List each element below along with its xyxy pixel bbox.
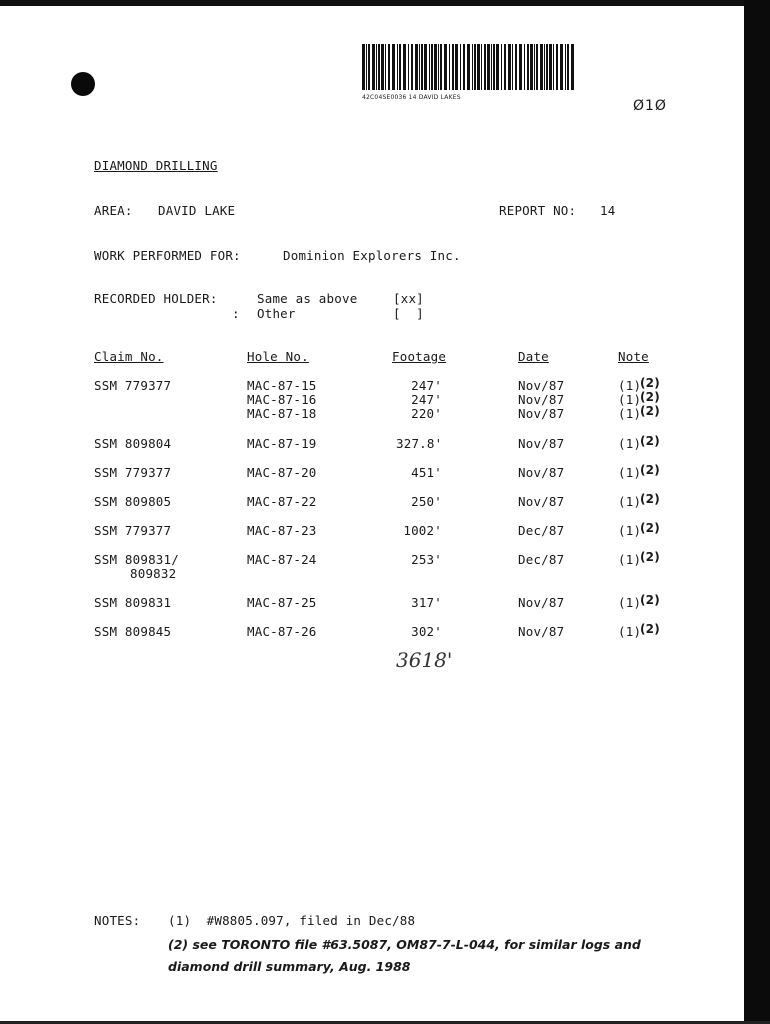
column-header-note: Note [618, 349, 649, 364]
note-ref: (1) [618, 406, 642, 421]
total-footage-handwritten: 3618' [396, 648, 453, 672]
note-ref-handwritten: (2) [640, 463, 660, 477]
footage: 302' [411, 624, 442, 639]
recorded-holder-label: RECORDED HOLDER: [94, 291, 218, 306]
footage: 247' [411, 378, 442, 393]
punch-hole [71, 72, 95, 96]
hole-number: MAC-87-16 [247, 392, 317, 407]
footage: 250' [411, 494, 442, 509]
footage: 220' [411, 406, 442, 421]
column-header-hole: Hole No. [247, 349, 309, 364]
report-value: 14 [600, 203, 616, 218]
recorded-holder-checkbox-same: [xx] [393, 291, 424, 306]
footage: 1002' [403, 523, 442, 538]
area-value: DAVID LAKE [158, 203, 236, 218]
claim-number: SSM 809831/ [94, 552, 179, 567]
claim-number: SSM 779377 [94, 523, 172, 538]
note-ref-handwritten: (2) [640, 404, 660, 418]
hole-number: MAC-87-25 [247, 595, 317, 610]
date: Nov/87 [518, 406, 565, 421]
column-header-date: Date [518, 349, 549, 364]
claim-number: SSM 779377 [94, 465, 172, 480]
note-ref-handwritten: (2) [640, 492, 660, 506]
document-title: DIAMOND DRILLING [94, 158, 218, 173]
scan-edge-right [744, 0, 770, 1024]
hole-number: MAC-87-18 [247, 406, 317, 421]
note-ref-handwritten: (2) [640, 521, 660, 535]
footage: 253' [411, 552, 442, 567]
barcode [362, 44, 578, 96]
note-ref-handwritten: (2) [640, 390, 660, 404]
recorded-holder-option-other: Other [257, 306, 296, 321]
claim-number-continued: 809832 [130, 566, 177, 581]
area-label: AREA: [94, 203, 133, 218]
date: Dec/87 [518, 552, 565, 567]
column-header-claim: Claim No. [94, 349, 164, 364]
hole-number: MAC-87-22 [247, 494, 317, 509]
notes-label: NOTES: [94, 913, 141, 928]
note-ref: (1) [618, 552, 642, 567]
date: Nov/87 [518, 595, 565, 610]
note-ref: (1) [618, 624, 642, 639]
claim-number: SSM 809804 [94, 436, 172, 451]
note-2-handwritten: (2) see TORONTO file #63.5087, OM87-7-L-044, for similar logs and diamond drill summary, Aug. 1988 [168, 937, 641, 974]
claim-number: SSM 809831 [94, 595, 172, 610]
barcode-caption: 42C04SE0036 14 DAVID LAKES [362, 94, 461, 101]
report-label: REPORT NO: [499, 203, 577, 218]
note-ref-handwritten: (2) [640, 376, 660, 390]
footage: 451' [411, 465, 442, 480]
hole-number: MAC-87-15 [247, 378, 317, 393]
date: Nov/87 [518, 624, 565, 639]
date: Nov/87 [518, 465, 565, 480]
hole-number: MAC-87-20 [247, 465, 317, 480]
note-ref: (1) [618, 378, 642, 393]
hole-number: MAC-87-19 [247, 436, 317, 451]
note-ref: (1) [618, 595, 642, 610]
work-performed-label: WORK PERFORMED FOR: [94, 248, 241, 263]
footage: 317' [411, 595, 442, 610]
page-number: Ø1Ø [633, 98, 667, 114]
footage: 327.8' [396, 436, 443, 451]
date: Nov/87 [518, 378, 565, 393]
scan-edge-top [0, 0, 770, 6]
recorded-holder-colon: : [232, 306, 240, 321]
recorded-holder-option-same: Same as above [257, 291, 358, 306]
claim-number: SSM 809805 [94, 494, 172, 509]
claim-number: SSM 779377 [94, 378, 172, 393]
note-ref-handwritten: (2) [640, 593, 660, 607]
date: Dec/87 [518, 523, 565, 538]
note-1: (1) #W8805.097, filed in Dec/88 [168, 913, 416, 928]
date: Nov/87 [518, 436, 565, 451]
note-ref-handwritten: (2) [640, 550, 660, 564]
hole-number: MAC-87-24 [247, 552, 317, 567]
date: Nov/87 [518, 392, 565, 407]
work-performed-value: Dominion Explorers Inc. [283, 248, 461, 263]
note-ref: (1) [618, 465, 642, 480]
note-ref: (1) [618, 523, 642, 538]
hole-number: MAC-87-23 [247, 523, 317, 538]
recorded-holder-checkbox-other: [ ] [393, 306, 424, 321]
footage: 247' [411, 392, 442, 407]
date: Nov/87 [518, 494, 565, 509]
note-ref: (1) [618, 436, 642, 451]
column-header-footage: Footage [392, 349, 447, 364]
hole-number: MAC-87-26 [247, 624, 317, 639]
note-ref: (1) [618, 392, 642, 407]
note-ref: (1) [618, 494, 642, 509]
note-ref-handwritten: (2) [640, 622, 660, 636]
note-ref-handwritten: (2) [640, 434, 660, 448]
claim-number: SSM 809845 [94, 624, 172, 639]
